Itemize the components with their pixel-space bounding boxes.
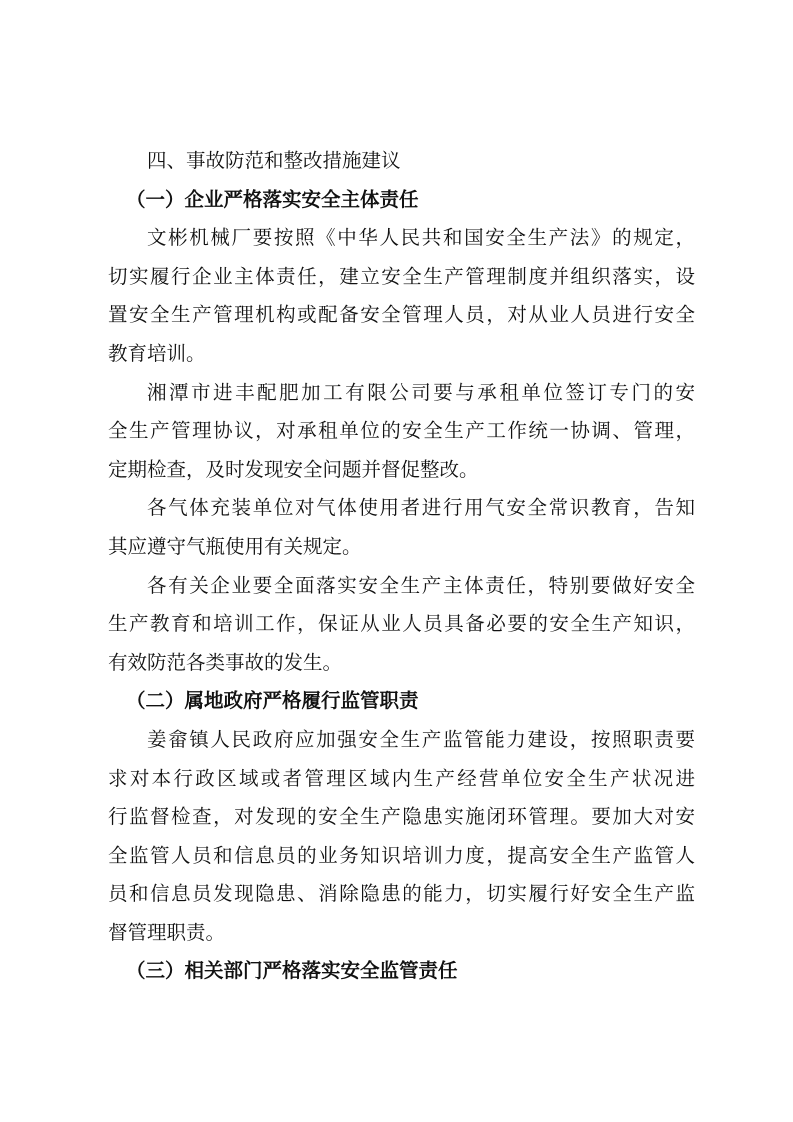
paragraph-line: 全生产管理协议，对承租单位的安全生产工作统一协调、管理， [108, 419, 695, 443]
paragraph-line: 督管理职责。 [108, 920, 226, 944]
subsection-heading-3: （三）相关部门严格落实安全监管责任 [126, 959, 458, 983]
paragraph-line: 切实履行企业主体责任，建立安全生产管理制度并组织落实，设 [108, 264, 695, 288]
paragraph-line: 有效防范各类事故的发生。 [108, 650, 343, 674]
subsection-heading-1: （一）企业严格落实安全主体责任 [126, 187, 419, 211]
paragraph-line: 生产教育和培训工作，保证从业人员具备必要的安全生产知识， [108, 612, 695, 636]
section-title: 四、事故防范和整改措施建议 [147, 149, 401, 172]
paragraph [108, 374, 695, 490]
paragraph-line: 置安全生产管理机构或配备安全管理人员，对从业人员进行安全 [108, 303, 695, 327]
paragraph-line: 教育培训。 [108, 341, 206, 365]
paragraph-line: 全监管人员和信息员的业务知识培训力度，提高安全生产监管人 [108, 843, 695, 867]
paragraph-line: 湘潭市进丰配肥加工有限公司要与承租单位签订专门的安 [147, 380, 695, 404]
paragraph-line: 姜畲镇人民政府应加强安全生产监管能力建设，按照职责要 [147, 727, 695, 751]
paragraph [108, 489, 695, 566]
subsection-heading-2: （二）属地政府严格履行监管职责 [126, 689, 419, 713]
paragraph [108, 567, 695, 683]
document-page [108, 142, 695, 991]
paragraph-line: 定期检查，及时发现安全问题并督促整改。 [108, 457, 479, 481]
paragraph-line: 求对本行政区域或者管理区域内生产经营单位安全生产状况进 [108, 766, 695, 790]
paragraph-line: 行监督检查，对发现的安全生产隐患实施闭环管理。要加大对安 [108, 805, 695, 829]
paragraph [108, 721, 695, 953]
paragraph-line: 员和信息员发现隐患、消除隐患的能力，切实履行好安全生产监 [108, 882, 695, 906]
paragraph-line: 各气体充装单位对气体使用者进行用气安全常识教育，告知 [147, 496, 695, 520]
paragraph-line: 各有关企业要全面落实安全生产主体责任，特别要做好安全 [147, 573, 695, 597]
paragraph [108, 219, 695, 373]
paragraph-line: 文彬机械厂要按照《中华人民共和国安全生产法》的规定， [147, 226, 695, 250]
paragraph-line: 其应遵守气瓶使用有关规定。 [108, 534, 362, 558]
